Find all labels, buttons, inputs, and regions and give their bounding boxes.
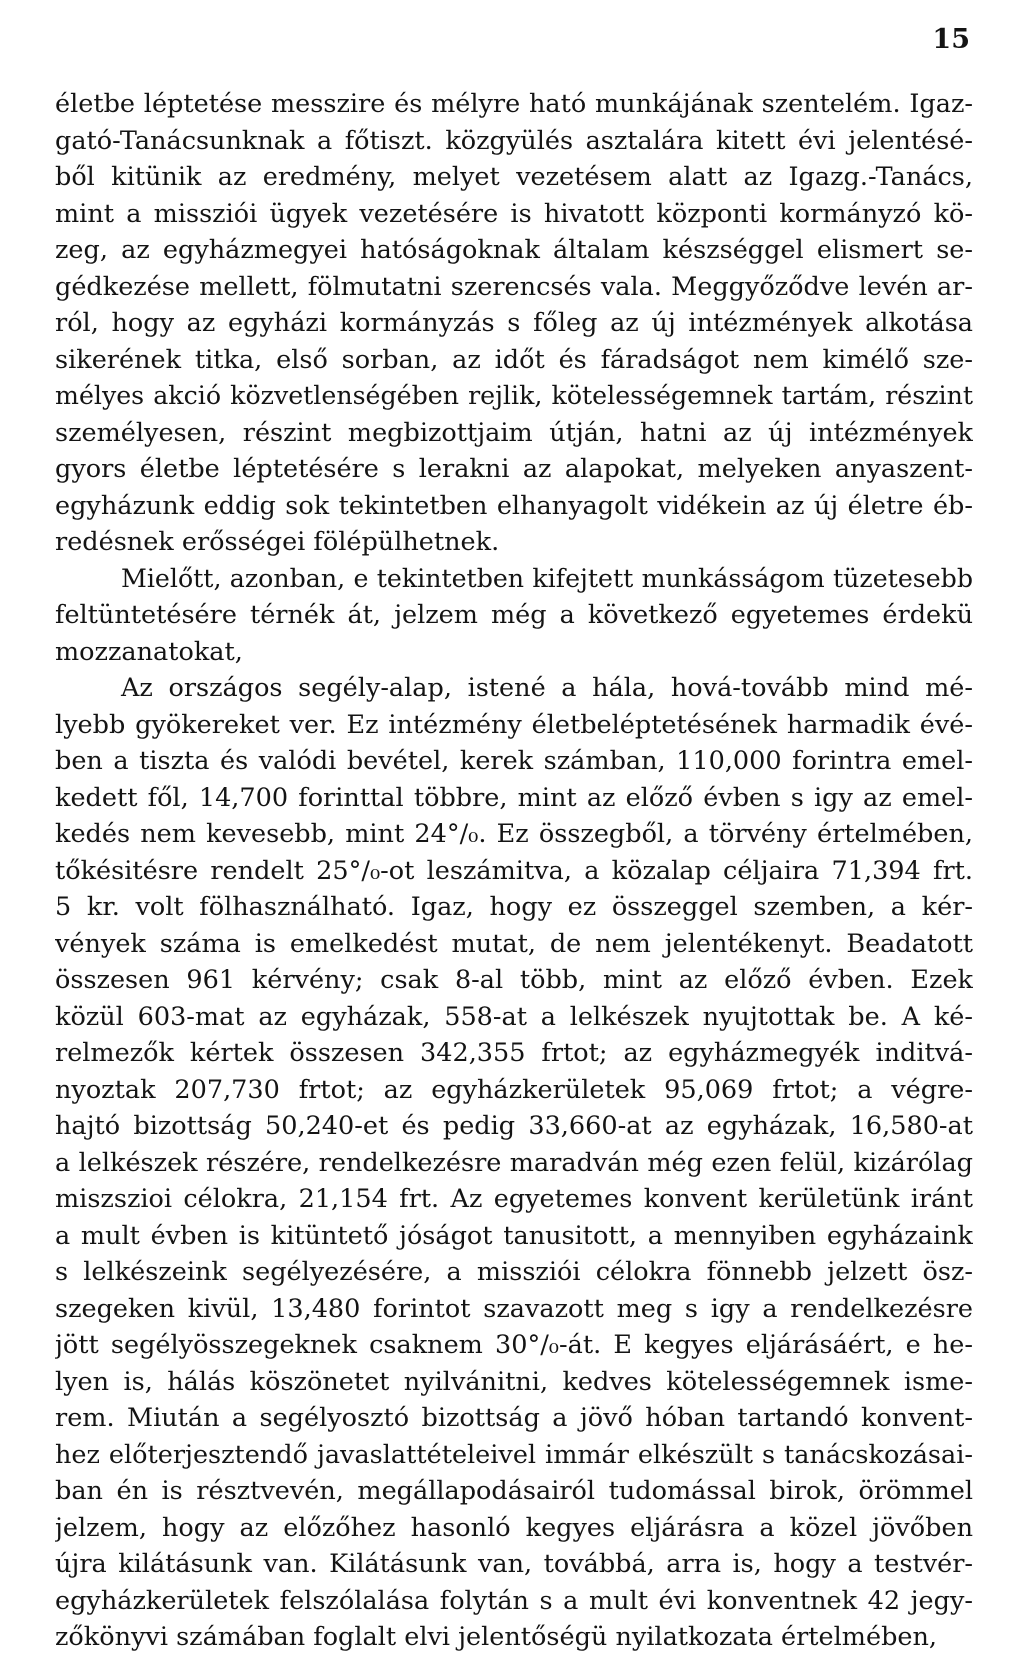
text-line: 5 kr. volt fölhasználható. Igaz, hogy ez összeggel szemben, a kér-: [55, 892, 973, 922]
text-line: kedés nem kevesebb, mint 24°/₀. Ez összegből, a törvény értelmében,: [55, 819, 973, 849]
text-line: mozzanatokat,: [55, 636, 243, 667]
text-line: ról, hogy az egyházi kormányzás s főleg az új intézmények alkotása: [55, 308, 973, 338]
text-line: életbe léptetése messzire és mélyre ható munkájának szentelém. Igaz-: [55, 89, 973, 119]
text-line: miszszioi célokra, 21,154 frt. Az egyetemes konvent kerületünk iránt: [55, 1184, 973, 1214]
text-line: ből kitünik az eredmény, melyet vezetésem alatt az Igazg.-Tanács,: [55, 162, 973, 192]
text-line: rem. Miután a segélyosztó bizottság a jövő hóban tartandó konvent-: [55, 1403, 973, 1433]
text-line: mélyes akció közvetlenségében rejlik, kötelességemnek tartám, részint: [55, 381, 973, 410]
text-line: vények száma is emelkedést mutat, de nem jelentékenyt. Beadatott: [55, 928, 973, 959]
text-line: összesen 961 kérvény; csak 8-al több, mint az előző évben. Ezek: [55, 965, 973, 995]
paragraph: [55, 670, 973, 1656]
text-line: lyen is, hálás köszönetet nyilvánitni, kedves kötelességemnek isme-: [55, 1366, 973, 1397]
paragraph: [55, 86, 973, 561]
text-line: Mielőtt, azonban, e tekintetben kifejtett munkásságom tüzetesebb: [121, 563, 973, 593]
body-text: [55, 86, 973, 1656]
text-line: sikerének titka, első sorban, az időt és fáradságot nem kimélő sze-: [55, 344, 973, 375]
text-line: szegeken kivül, 13,480 forintot szavazott meg s igy a rendelkezésre: [55, 1293, 973, 1324]
text-line: gédkezése mellett, fölmutatni szerencsés vala. Meggyőződve levén ar-: [55, 271, 973, 302]
text-line: újra kilátásunk van. Kilátásunk van, továbbá, arra is, hogy a testvér-: [55, 1549, 973, 1579]
page-number: 15: [932, 24, 970, 55]
text-line: ban én is résztvevén, megállapodásairól tudomással birok, örömmel: [55, 1476, 973, 1506]
text-line: a mult évben is kitüntető jóságot tanusitott, a mennyiben egyházaink: [55, 1220, 973, 1251]
paragraph: [55, 561, 973, 671]
text-line: jelzem, hogy az előzőhez hasonló kegyes eljárásra a közel jövőben: [55, 1512, 973, 1543]
text-line: redésnek erősségei fölépülhetnek.: [55, 527, 500, 557]
text-line: tőkésitésre rendelt 25°/₀-ot leszámitva, a közalap céljaira 71,394 frt.: [55, 855, 973, 886]
text-line: feltüntetésére térnék át, jelzem még a következő egyetemes érdekü: [55, 600, 973, 630]
text-line: kedett fől, 14,700 forinttal többre, mint az előző évben s igy az emel-: [55, 782, 973, 813]
text-line: ben a tiszta és valódi bevétel, kerek számban, 110,000 forintra emel-: [55, 746, 973, 776]
text-line: nyoztak 207,730 frtot; az egyházkerületek 95,069 frtot; a végre-: [55, 1074, 973, 1105]
text-line: egyházunk eddig sok tekintetben elhanyagolt vidékein az új életre éb-: [55, 490, 973, 521]
text-line: zőkönyvi számában foglalt elvi jelentőségü nyilatkozata értelmében,: [55, 1622, 938, 1652]
text-line: a lelkészek részére, rendelkezésre maradván még ezen felül, kizárólag: [55, 1147, 973, 1178]
text-line: gató-Tanácsunknak a főtiszt. közgyülés asztalára kitett évi jelentésé-: [55, 125, 973, 156]
text-line: Az országos segély-alap, istené a hála, hová-tovább mind mé-: [121, 673, 973, 703]
text-line: mint a missziói ügyek vezetésére is hivatott központi kormányzó kö-: [55, 198, 973, 229]
text-line: zeg, az egyházmegyei hatóságoknak általam készséggel elismert se-: [55, 235, 973, 265]
text-line: s lelkészeink segélyezésére, a missziói célokra fönnebb jelzett ösz-: [55, 1257, 973, 1287]
text-line: hez előterjesztendő javaslattételeivel immár elkészült s tanácskozásai-: [55, 1439, 973, 1470]
text-line: relmezők kértek összesen 342,355 frtot; az egyházmegyék inditvá-: [55, 1038, 973, 1068]
text-line: egyházkerületek felszólalása folytán s a mult évi konventnek 42 jegy-: [55, 1585, 973, 1616]
text-line: személyesen, részint megbizottjaim útján, hatni az új intézmények: [55, 417, 973, 448]
text-line: hajtó bizottság 50,240-et és pedig 33,660-at az egyházak, 16,580-at: [55, 1111, 973, 1141]
text-line: gyors életbe léptetésére s lerakni az alapokat, melyeken anyaszent-: [55, 454, 973, 484]
text-line: közül 603-mat az egyházak, 558-at a lelkészek nyujtottak be. A ké-: [55, 1001, 973, 1032]
text-line: jött segélyösszegeknek csaknem 30°/₀-át. E kegyes eljárásáért, e he-: [55, 1330, 973, 1360]
text-line: lyebb gyökereket ver. Ez intézmény életbeléptetésének harmadik évé-: [55, 709, 973, 740]
